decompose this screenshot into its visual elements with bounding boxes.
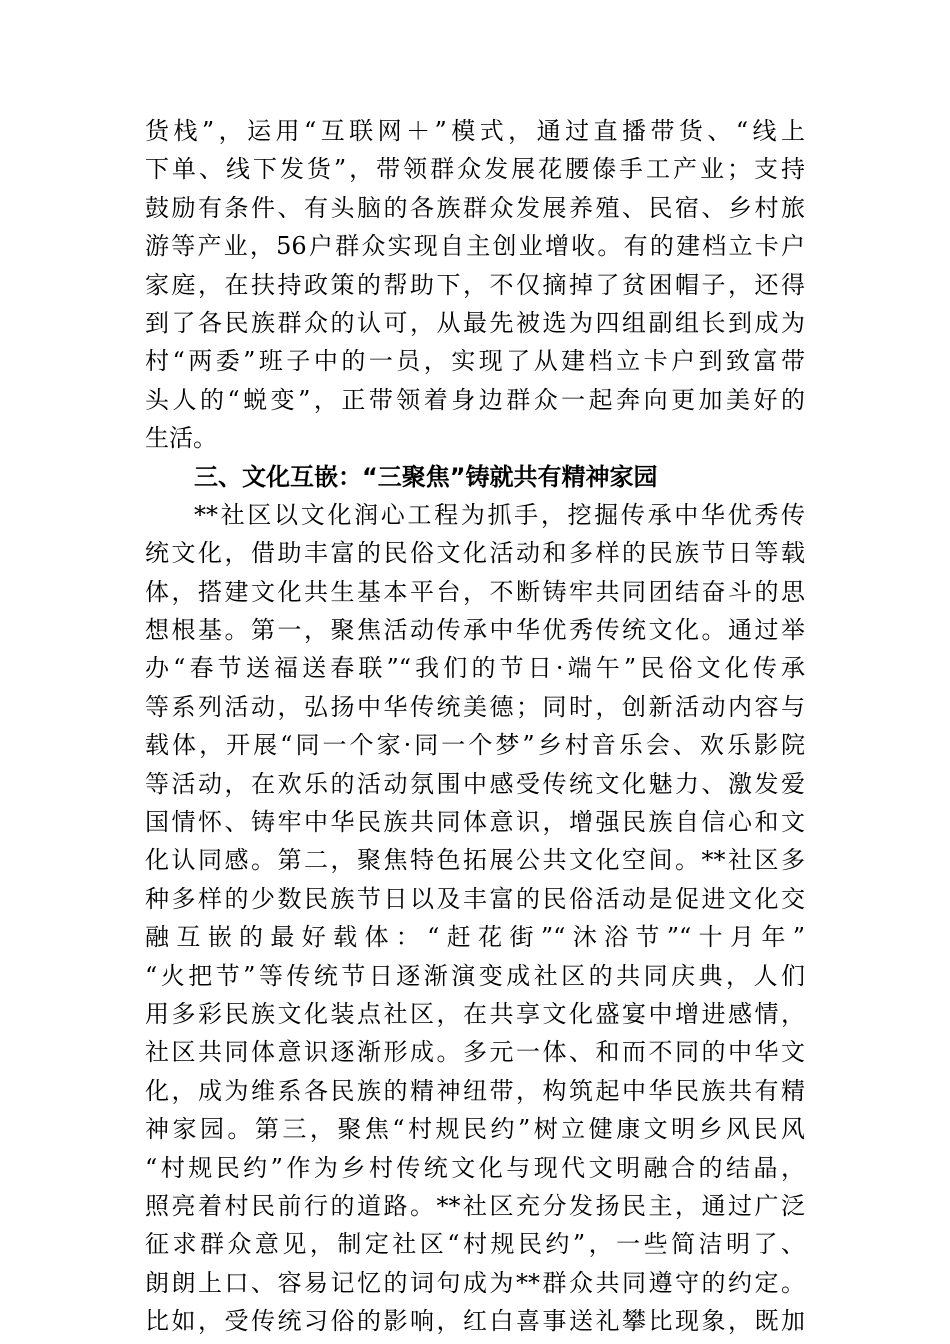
- paragraph-line: 融互嵌的最好载体：“赶花街”“沐浴节”“十月年”: [145, 923, 805, 952]
- paragraph-line: 体，搭建文化共生基本平台，不断铸牢共同团结奋斗的思: [145, 577, 805, 606]
- paragraph-1: [145, 112, 805, 458]
- paragraph-2: [145, 496, 805, 1341]
- paragraph-line: 生活。: [145, 424, 217, 453]
- document-body: [145, 112, 805, 1341]
- paragraph-line: 想根基。第一，聚焦活动传承中华优秀传统文化。通过举: [145, 616, 805, 645]
- paragraph-line: “村规民约”作为乡村传统文化与现代文明融合的结晶，: [145, 1153, 805, 1182]
- paragraph-line: 征求群众意见，制定社区“村规民约”，一些简洁明了、: [145, 1230, 805, 1259]
- paragraph-line: 载体，开展“同一个家·同一个梦”乡村音乐会、欢乐影院: [145, 731, 805, 760]
- paragraph-line: 鼓励有条件、有头脑的各族群众发展养殖、民宿、乡村旅: [145, 193, 805, 222]
- paragraph-line: 国情怀、铸牢中华民族共同体意识，增强民族自信心和文: [145, 808, 805, 837]
- paragraph-line: **社区以文化润心工程为抓手，挖掘传承中华优秀传: [194, 500, 805, 529]
- paragraph-line: 化，成为维系各民族的精神纽带，构筑起中华民族共有精: [145, 1076, 805, 1105]
- paragraph-line: 等系列活动，弘扬中华传统美德；同时，创新活动内容与: [145, 692, 805, 721]
- paragraph-line: 家庭，在扶持政策的帮助下，不仅摘掉了贫困帽子，还得: [145, 270, 805, 299]
- paragraph-line: 用多彩民族文化装点社区，在共享文化盛宴中增进感情，: [145, 999, 805, 1028]
- paragraph-line: 头人的“蜕变”，正带领着身边群众一起奔向更加美好的: [145, 385, 805, 414]
- paragraph-line: 下单、线下发货”，带领群众发展花腰傣手工产业；支持: [145, 155, 805, 184]
- paragraph-line: 等活动，在欢乐的活动氛围中感受传统文化魅力、激发爱: [145, 769, 805, 798]
- paragraph-line: 照亮着村民前行的道路。**社区充分发扬民主，通过广泛: [145, 1191, 805, 1220]
- paragraph-line: 村“两委”班子中的一员，实现了从建档立卡户到致富带: [145, 347, 805, 376]
- paragraph-line: 化认同感。第二，聚焦特色拓展公共文化空间。**社区多: [145, 846, 805, 875]
- paragraph-line: 神家园。第三，聚焦“村规民约”树立健康文明乡风民风: [145, 1115, 805, 1144]
- paragraph-line: 到了各民族群众的认可，从最先被选为四组副组长到成为: [145, 308, 805, 337]
- paragraph-line: 游等产业，56户群众实现自主创业增收。有的建档立卡户: [145, 232, 805, 261]
- paragraph-line: 比如，受传统习俗的影响，红白喜事送礼攀比现象，既加: [145, 1307, 805, 1336]
- paragraph-line: 种多样的少数民族节日以及丰富的民俗活动是促进文化交: [145, 884, 805, 913]
- paragraph-line: 办“春节送福送春联”“我们的节日·端午”民俗文化传承: [145, 654, 805, 683]
- section-heading: 三、文化互嵌：“三聚焦”铸就共有精神家园: [194, 462, 658, 491]
- paragraph-line: 朗朗上口、容易记忆的词句成为**群众共同遵守的约定。: [145, 1268, 805, 1297]
- paragraph-line: 统文化，借助丰富的民俗文化活动和多样的民族节日等载: [145, 539, 805, 568]
- paragraph-line: “火把节”等传统节日逐渐演变成社区的共同庆典，人们: [145, 961, 805, 990]
- paragraph-line: 社区共同体意识逐渐形成。多元一体、和而不同的中华文: [145, 1038, 805, 1067]
- paragraph-line: 货栈”，运用“互联网＋”模式，通过直播带货、“线上: [145, 117, 805, 145]
